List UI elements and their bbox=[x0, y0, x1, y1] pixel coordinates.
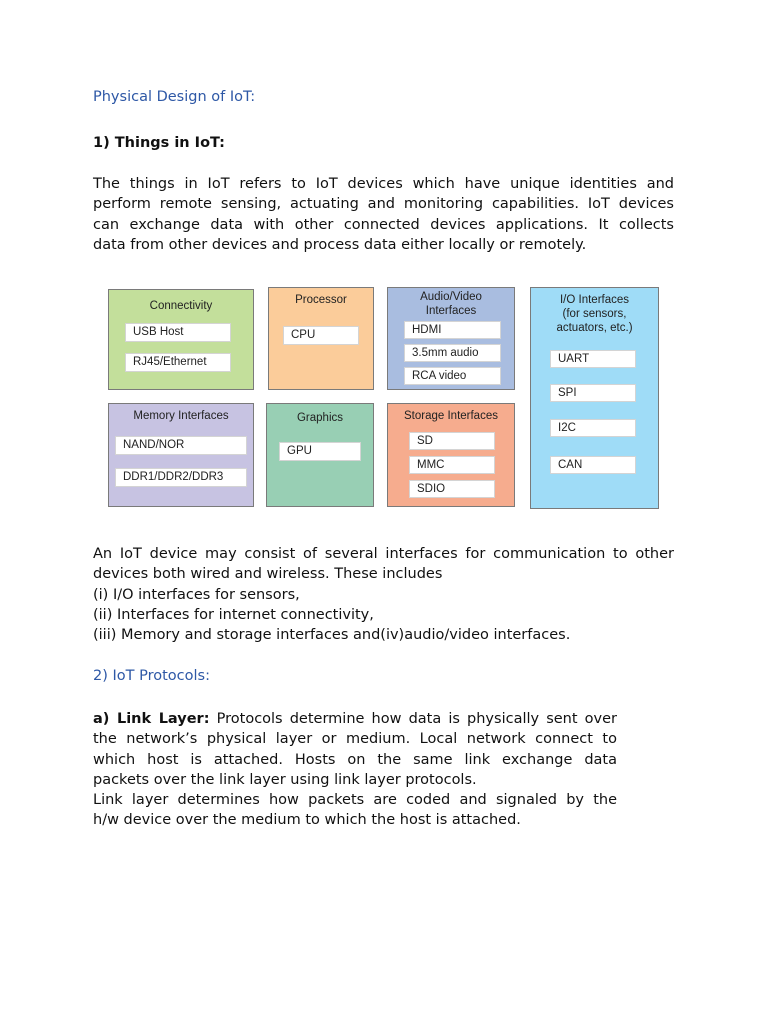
link-layer-line-2: the network’s physical layer or medium. Local network connect to bbox=[93, 731, 617, 748]
nand-nor-item: NAND/NOR bbox=[115, 436, 247, 455]
sdio-item: SDIO bbox=[409, 480, 495, 498]
link-layer-line-5: Link layer determines how packets are coded and signaled by the bbox=[93, 792, 617, 809]
things-line-4: data from other devices and process data either locally or remotely. bbox=[93, 236, 587, 253]
things-heading: 1) Things in IoT: bbox=[93, 135, 225, 151]
link-layer-line-4: packets over the link layer using link layer protocols. bbox=[93, 771, 477, 788]
audio-video-title-line-2: Interfaces bbox=[425, 305, 477, 317]
link-layer-line-1-text: Protocols determine how data is physically sent over bbox=[209, 711, 618, 727]
link-layer-paragraph bbox=[93, 709, 617, 831]
device-line-2: devices both wired and wireless. These includes bbox=[93, 566, 443, 583]
audio-video-box bbox=[387, 287, 515, 390]
section-heading-physical-design: Physical Design of IoT: bbox=[93, 89, 256, 105]
things-line-3: can exchange data with other connected devices applications. It collects bbox=[93, 216, 674, 233]
things-line-2: perform remote sensing, actuating and monitoring capabilities. IoT devices bbox=[93, 196, 674, 213]
graphics-box bbox=[266, 403, 374, 507]
link-layer-line-3: which host is attached. Hosts on the same link exchange data bbox=[93, 751, 617, 768]
processor-title: Processor bbox=[295, 294, 347, 306]
audio-video-title-line-1: Audio/Video bbox=[420, 291, 482, 303]
storage-title: Storage Interfaces bbox=[404, 410, 498, 422]
things-line-1: The things in IoT refers to IoT devices which have unique identities and bbox=[93, 176, 674, 192]
iot-device-diagram bbox=[108, 286, 660, 510]
hdmi-item: HDMI bbox=[404, 321, 501, 339]
graphics-title: Graphics bbox=[296, 412, 344, 424]
i2c-item: I2C bbox=[550, 419, 636, 437]
memory-interfaces-box bbox=[108, 403, 254, 507]
device-line-3: (i) I/O interfaces for sensors, bbox=[93, 586, 300, 603]
io-title-line-3: actuators, etc.) bbox=[556, 322, 633, 334]
gpu-item: GPU bbox=[279, 442, 361, 461]
memory-title: Memory Interfaces bbox=[133, 410, 229, 422]
device-interfaces-paragraph bbox=[93, 544, 674, 645]
device-line-4: (ii) Interfaces for internet connectivity, bbox=[93, 606, 374, 623]
rj45-ethernet-item: RJ45/Ethernet bbox=[125, 353, 231, 372]
usb-host-item: USB Host bbox=[125, 323, 231, 342]
spi-item: SPI bbox=[550, 384, 636, 402]
things-paragraph bbox=[93, 174, 674, 255]
sd-item: SD bbox=[409, 432, 495, 450]
rca-video-item: RCA video bbox=[404, 367, 501, 385]
device-line-1: An IoT device may consist of several interfaces for communication to other bbox=[93, 546, 674, 562]
mmc-item: MMC bbox=[409, 456, 495, 474]
uart-item: UART bbox=[550, 350, 636, 368]
connectivity-box bbox=[108, 289, 254, 390]
io-interfaces-box bbox=[530, 287, 659, 509]
device-line-5: (iii) Memory and storage interfaces and(iv)audio/video interfaces. bbox=[93, 627, 571, 644]
ddr-item: DDR1/DDR2/DDR3 bbox=[115, 468, 247, 487]
io-title-line-1: I/O Interfaces bbox=[559, 294, 630, 306]
storage-interfaces-box bbox=[387, 403, 515, 507]
link-layer-line-6: h/w device over the medium to which the host is attached. bbox=[93, 812, 521, 829]
connectivity-title: Connectivity bbox=[149, 300, 213, 312]
can-item: CAN bbox=[550, 456, 636, 474]
protocols-heading: 2) IoT Protocols: bbox=[93, 668, 210, 684]
link-layer-label: a) Link Layer: bbox=[93, 711, 210, 727]
io-title-line-2: (for sensors, bbox=[562, 308, 627, 320]
link-layer-line-1 bbox=[93, 709, 617, 729]
cpu-item: CPU bbox=[283, 326, 359, 345]
processor-box bbox=[268, 287, 374, 390]
audio-3-5mm-item: 3.5mm audio bbox=[404, 344, 501, 362]
